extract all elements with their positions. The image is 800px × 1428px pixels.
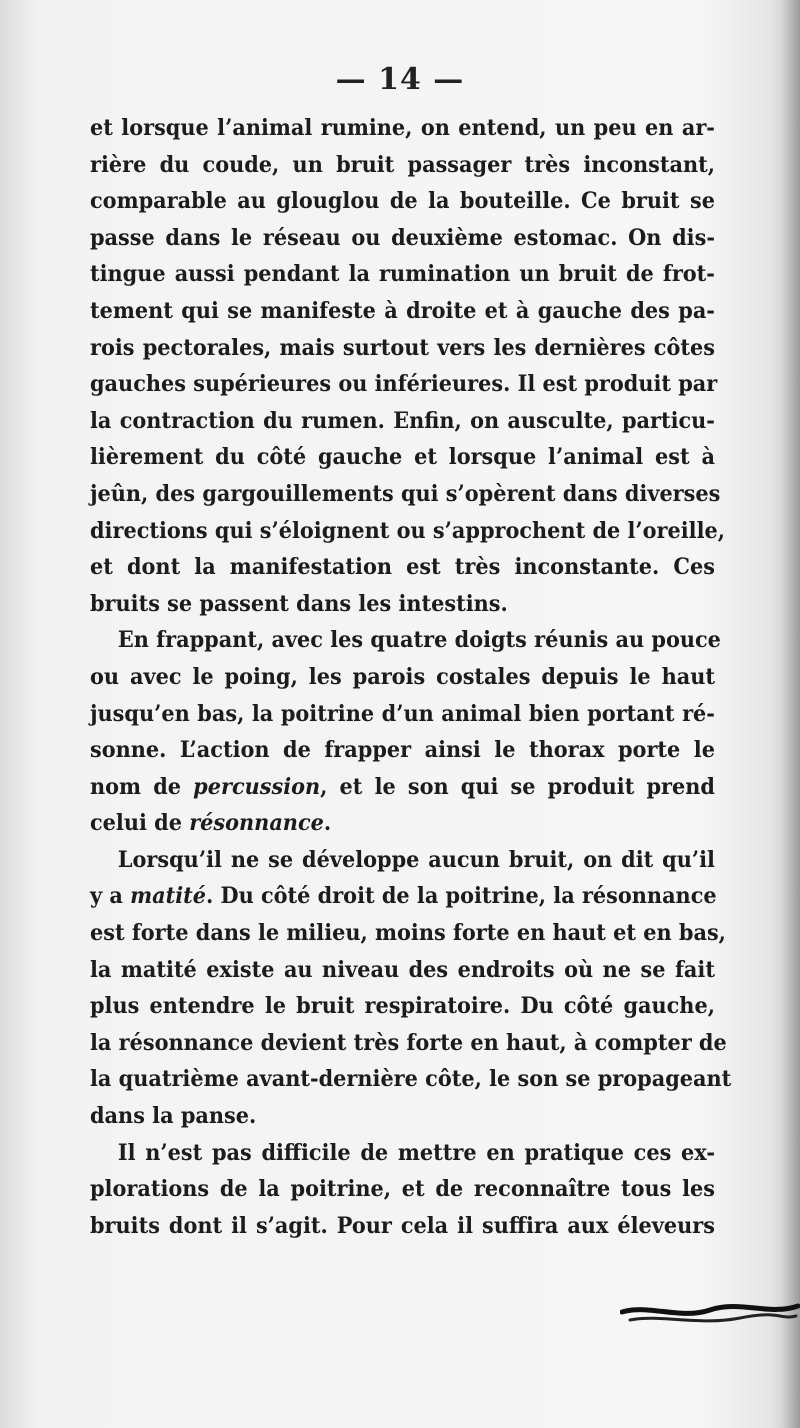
text-line: tement qui se manifeste à droite et à gauche des pa- — [90, 297, 715, 324]
text-line: jusqu’en bas, la poitrine d’un animal bien portant ré- — [90, 700, 715, 727]
handwritten-strikethrough — [620, 1290, 800, 1330]
text-line: lièrement du côté gauche et lorsque l’animal est à — [90, 444, 715, 471]
text-line: rois pectorales, mais surtout vers les dernières côtes — [90, 334, 715, 361]
text-line: Lorsqu’il ne se développe aucun bruit, on dit qu’il — [117, 846, 715, 873]
page-number: — 14 — — [335, 62, 465, 97]
text-line: Il n’est pas difficile de mettre en pratique ces ex- — [117, 1139, 715, 1166]
text-line: bruits dont il s’agit. Pour cela il suffira aux éleveurs — [90, 1212, 715, 1239]
text-line: gauches supérieures ou inférieures. Il est produit par — [90, 371, 718, 398]
text-line: ou avec le poing, les parois costales depuis le haut — [90, 663, 715, 690]
text-line: la contraction du rumen. Enfin, on ausculte, particu- — [90, 407, 715, 434]
text-line: directions qui s’éloignent ou s’approchent de l’oreille, — [90, 517, 726, 544]
text-line: En frappant, avec les quatre doigts réunis au pouce — [117, 627, 721, 654]
body-text — [90, 110, 732, 1244]
italic-term: résonnance — [189, 810, 324, 837]
text-line: la quatrième avant-dernière côte, le son se propageant — [90, 1066, 732, 1093]
page-edge-shadow — [782, 0, 800, 1428]
text-line: passe dans le réseau ou deuxième estomac. On dis- — [90, 224, 715, 251]
text-line: bruits se passent dans les intestins. — [90, 590, 508, 617]
text-line: comparable au glouglou de la bouteille. Ce bruit se — [90, 188, 715, 215]
text-line: plorations de la poitrine, et de reconnaître tous les — [90, 1176, 715, 1203]
text-line: nom de percussion, et le son qui se produit prend — [90, 773, 715, 800]
text-line: et dont la manifestation est très inconstante. Ces — [90, 554, 715, 581]
text-line: dans la panse. — [90, 1103, 257, 1130]
text-line: la résonnance devient très forte en haut, à compter de — [90, 1029, 727, 1056]
text-line: la matité existe au niveau des endroits où ne se fait — [90, 956, 715, 983]
italic-term: percussion — [193, 773, 321, 800]
text-line: tingue aussi pendant la rumination un bruit de frot- — [90, 261, 715, 288]
text-line: rière du coude, un bruit passager très inconstant, — [90, 151, 715, 178]
text-line: jeûn, des gargouillements qui s’opèrent dans diverses — [90, 480, 721, 507]
text-line: y a matité. Du côté droit de la poitrine, la résonnance — [90, 883, 717, 910]
text-line: celui de résonnance. — [90, 810, 332, 837]
text-line: et lorsque l’animal rumine, on entend, un peu en ar- — [90, 115, 715, 141]
text-line: est forte dans le milieu, moins forte en haut et en bas, — [90, 920, 726, 947]
italic-term: matité — [130, 883, 207, 910]
text-line: sonne. L’action de frapper ainsi le thorax porte le — [90, 737, 715, 764]
text-line: plus entendre le bruit respiratoire. Du côté gauche, — [90, 993, 715, 1020]
